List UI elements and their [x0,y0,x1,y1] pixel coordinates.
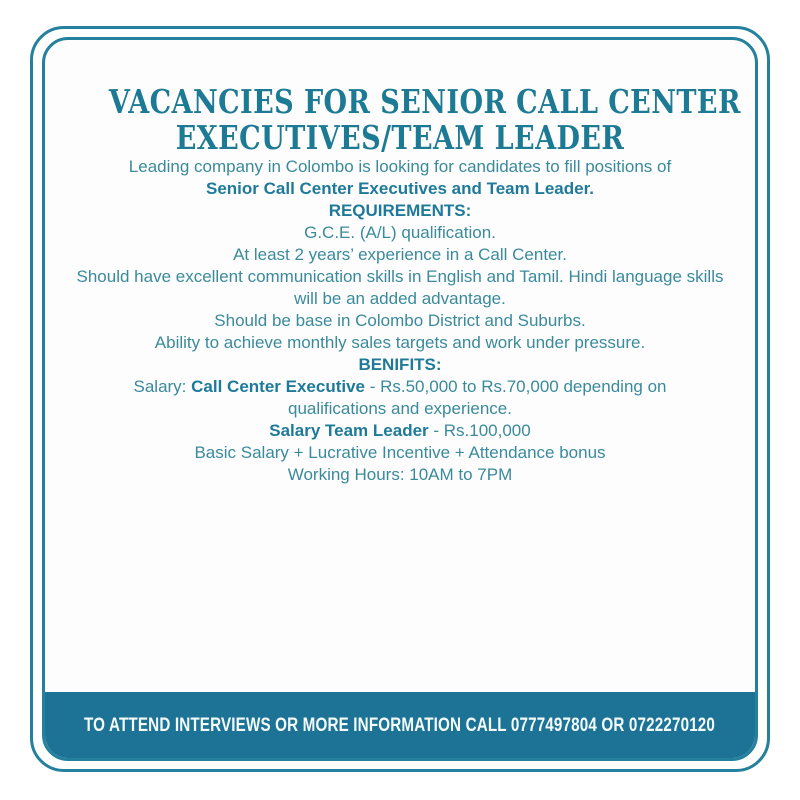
requirement-item: At least 2 years’ experience in a Call Center. [233,245,567,264]
footer-contact-text: TO ATTEND INTERVIEWS OR MORE INFORMATION CALL 0777497804 OR 0722270120 [84,713,716,736]
requirement-item: Should have excellent communication skills in English and Tamil. Hindi language skills will be an added advantage. [76,267,724,308]
requirement-item: Ability to achieve monthly sales targets and work under pressure. [154,333,646,352]
requirement-item: Should be base in Colombo District and Suburbs. [214,311,586,330]
team-leader-bold: Salary Team Leader [269,421,429,440]
intro-normal-text: Leading company in Colombo is looking for candidates to fill positions of [128,157,672,176]
poster-outer-border [30,26,770,772]
salary-team-leader-line [45,420,755,442]
poster-inner-border [42,37,758,761]
requirements-heading: REQUIREMENTS: [328,201,472,220]
poster-title-line1: VACANCIES FOR SENIOR CALL CENTER [108,82,741,121]
footer-banner [45,692,755,758]
intro-bold-text: Senior Call Center Executives and Team Leader. [205,179,594,198]
salary-rest: - Rs.50,000 to Rs.70,000 depending on qualifications and experience. [288,377,667,418]
salary-executive-line [130,376,670,420]
benefit-line: Basic Salary + Lucrative Incentive + Attendance bonus [194,443,606,462]
working-hours: Working Hours: 10AM to 7PM [287,465,513,484]
intro-text [90,156,710,200]
benefits-heading: BENIFITS: [358,355,442,374]
poster-title-line2: EXECUTIVES/TEAM LEADER [175,118,625,157]
salary-prefix: Salary: [133,377,192,396]
poster-title [108,82,741,157]
salary-role-bold: Call Center Executive [191,377,365,396]
team-leader-rest: - Rs.100,000 [428,421,531,440]
poster-content [45,40,755,486]
requirement-item: G.C.E. (A/L) qualification. [304,223,496,242]
